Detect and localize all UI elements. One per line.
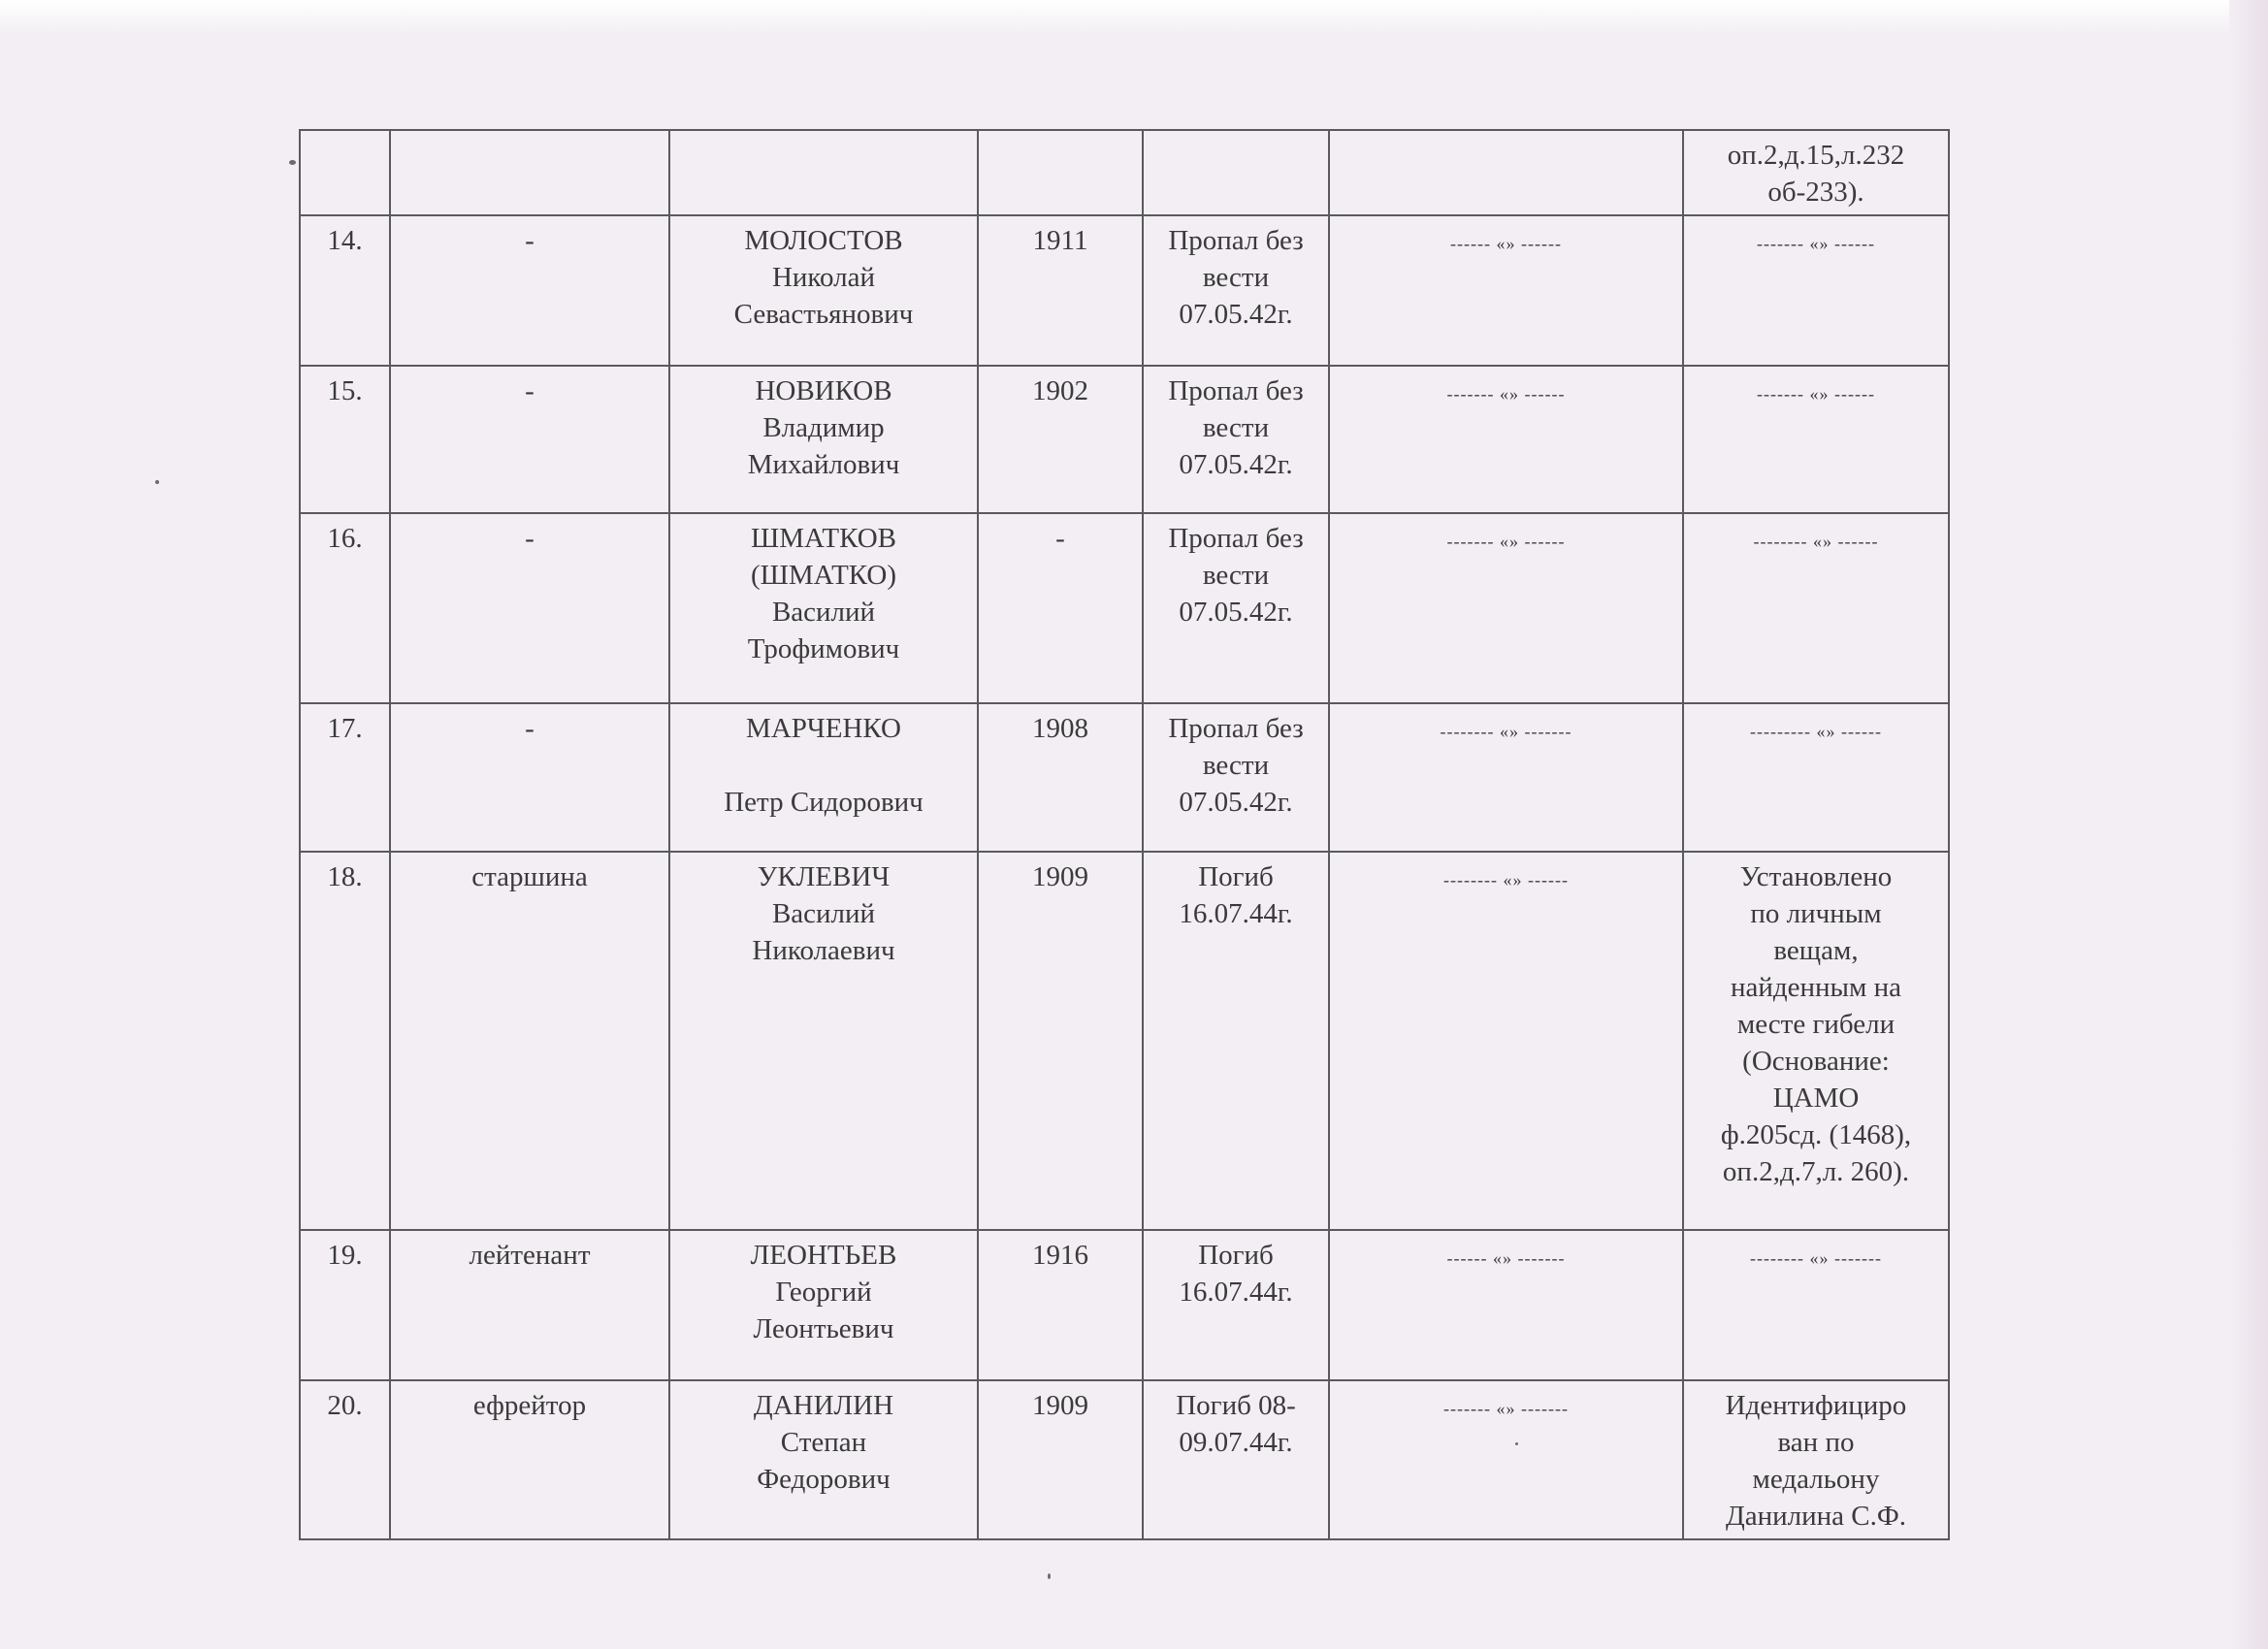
cell-year [978, 130, 1143, 215]
fate-line: 07.05.42г. [1179, 299, 1293, 330]
cell-year: 1911 [978, 215, 1143, 366]
cell-note [1683, 130, 1949, 215]
cell-year: - [978, 513, 1143, 703]
cell-note [1683, 703, 1949, 852]
ditto-mark: -------- «» ------- [1440, 722, 1572, 741]
fate-line: 16.07.44г. [1179, 1277, 1293, 1308]
cell-number: 17. [300, 703, 390, 852]
note-line: оп.2,д.15,л.232 [1727, 140, 1905, 171]
ditto-mark: ------- «» ------ [1446, 532, 1566, 551]
table-row [300, 852, 1949, 1230]
cell-fate [1143, 852, 1329, 1230]
cell-burial [1329, 215, 1683, 366]
ditto-mark: ------ «» ------- [1446, 1248, 1566, 1268]
name-line: МАРЧЕНКО [746, 713, 901, 744]
cell-fate [1143, 513, 1329, 703]
name-line: Георгий [775, 1277, 872, 1308]
ditto-mark: ------- «» ------- [1443, 1399, 1569, 1418]
name-line: ДАНИЛИН [753, 1390, 894, 1421]
cell-name [669, 852, 978, 1230]
name-line: УКЛЕВИЧ [757, 861, 891, 892]
cell-number: 14. [300, 215, 390, 366]
cell-name [669, 215, 978, 366]
note-line: ф.205сд. (1468), [1720, 1119, 1912, 1150]
table-row [300, 1230, 1949, 1380]
note-line: оп.2,д.7,л. 260). [1722, 1156, 1910, 1187]
cell-number: 15. [300, 366, 390, 513]
ditto-mark: ------ «» ------ [1450, 234, 1562, 253]
fate-line: Пропал без [1168, 225, 1304, 256]
table-body [300, 130, 1949, 1539]
note-line: Установлено [1739, 861, 1893, 892]
cell-fate [1143, 130, 1329, 215]
cell-burial [1329, 852, 1683, 1230]
note-line: об-233). [1767, 177, 1864, 208]
cell-rank: лейтенант [390, 1230, 669, 1380]
note-line: Данилина С.Ф. [1725, 1501, 1907, 1532]
name-line: Владимир [762, 412, 885, 443]
name-line [678, 747, 969, 784]
table-row [300, 1380, 1949, 1539]
note-line: (Основание: [1742, 1046, 1890, 1077]
name-line: МОЛОСТОВ [744, 225, 903, 256]
fate-line: 07.05.42г. [1179, 597, 1293, 628]
fate-line: вести [1202, 750, 1270, 781]
fate-line: 07.05.42г. [1179, 787, 1293, 818]
name-line: ЛЕОНТЬЕВ [750, 1240, 897, 1271]
name-line: Степан [780, 1427, 867, 1458]
cell-name [669, 513, 978, 703]
fate-line: Пропал без [1168, 713, 1304, 744]
ditto-mark: --------- «» ------ [1750, 722, 1882, 741]
cell-number: 16. [300, 513, 390, 703]
name-line: Николай [771, 262, 876, 293]
cell-rank: ефрейтор [390, 1380, 669, 1539]
scan-speck [155, 480, 159, 484]
cell-burial [1329, 1380, 1683, 1539]
ditto-mark: ------- «» ------ [1446, 384, 1566, 404]
name-line: Василий [771, 898, 876, 929]
fate-line: Пропал без [1168, 523, 1304, 554]
name-line: (ШМАТКО) [750, 560, 897, 591]
fate-line: 16.07.44г. [1179, 898, 1293, 929]
name-line: Петр Сидорович [724, 787, 923, 818]
cell-year: 1916 [978, 1230, 1143, 1380]
cell-rank: - [390, 513, 669, 703]
table-row [300, 703, 1949, 852]
ditto-mark: -------- «» ------ [1753, 532, 1879, 551]
cell-number: 18. [300, 852, 390, 1230]
cell-rank: старшина [390, 852, 669, 1230]
cell-name [669, 366, 978, 513]
note-line: месте гибели [1736, 1009, 1895, 1040]
scan-speck [1515, 1442, 1518, 1445]
cell-burial [1329, 130, 1683, 215]
cell-note [1683, 215, 1949, 366]
name-line: Трофимович [747, 633, 900, 664]
cell-fate [1143, 703, 1329, 852]
name-line: Василий [771, 597, 876, 628]
note-line: вещам, [1773, 935, 1859, 966]
cell-rank [390, 130, 669, 215]
fate-line: вести [1202, 262, 1270, 293]
cell-name [669, 1380, 978, 1539]
table-row [300, 366, 1949, 513]
cell-note [1683, 852, 1949, 1230]
scan-speck [289, 160, 296, 165]
document-page [299, 129, 1948, 1540]
cell-burial [1329, 703, 1683, 852]
scan-top-edge [0, 0, 2268, 35]
scan-right-edge [2229, 0, 2268, 1649]
cell-rank: - [390, 366, 669, 513]
cell-note [1683, 1380, 1949, 1539]
ditto-mark: -------- «» ------ [1443, 870, 1569, 889]
cell-number [300, 130, 390, 215]
scan-speck [1048, 1573, 1051, 1579]
note-line: ван по [1777, 1427, 1855, 1458]
fate-line: Погиб [1198, 861, 1274, 892]
cell-year: 1909 [978, 852, 1143, 1230]
cell-fate [1143, 215, 1329, 366]
cell-burial [1329, 366, 1683, 513]
name-line: НОВИКОВ [755, 375, 892, 406]
cell-note [1683, 1230, 1949, 1380]
cell-number: 20. [300, 1380, 390, 1539]
cell-burial [1329, 1230, 1683, 1380]
cell-name [669, 130, 978, 215]
name-line: Севастьянович [733, 299, 914, 330]
note-line: по личным [1750, 898, 1882, 929]
cell-number: 19. [300, 1230, 390, 1380]
table-row-continuation [300, 130, 1949, 215]
cell-rank: - [390, 703, 669, 852]
cell-rank: - [390, 215, 669, 366]
cell-name [669, 703, 978, 852]
fate-line: Погиб 08- [1176, 1390, 1296, 1421]
name-line: Леонтьевич [753, 1313, 894, 1344]
cell-fate [1143, 1230, 1329, 1380]
name-line: Михайлович [747, 449, 900, 480]
note-line: ЦАМО [1772, 1083, 1860, 1114]
cell-year: 1908 [978, 703, 1143, 852]
burial-register-table [299, 129, 1950, 1540]
name-line: Николаевич [752, 935, 895, 966]
cell-note [1683, 366, 1949, 513]
fate-line: вести [1202, 412, 1270, 443]
note-line: Идентифициро [1725, 1390, 1907, 1421]
cell-name [669, 1230, 978, 1380]
name-line: ШМАТКОВ [750, 523, 897, 554]
table-row [300, 513, 1949, 703]
cell-fate [1143, 366, 1329, 513]
note-line: найденным на [1730, 972, 1902, 1003]
fate-line: Погиб [1198, 1240, 1274, 1271]
cell-fate [1143, 1380, 1329, 1539]
cell-year: 1902 [978, 366, 1143, 513]
cell-note [1683, 513, 1949, 703]
fate-line: Пропал без [1168, 375, 1304, 406]
fate-line: 09.07.44г. [1179, 1427, 1293, 1458]
table-row [300, 215, 1949, 366]
name-line: Федорович [757, 1464, 891, 1495]
fate-line: 07.05.42г. [1179, 449, 1293, 480]
ditto-mark: -------- «» ------- [1750, 1248, 1882, 1268]
fate-line: вести [1202, 560, 1270, 591]
ditto-mark: ------- «» ------ [1757, 384, 1875, 404]
cell-year: 1909 [978, 1380, 1143, 1539]
ditto-mark: ------- «» ------ [1757, 234, 1875, 253]
note-line: медальону [1752, 1464, 1880, 1495]
cell-burial [1329, 513, 1683, 703]
